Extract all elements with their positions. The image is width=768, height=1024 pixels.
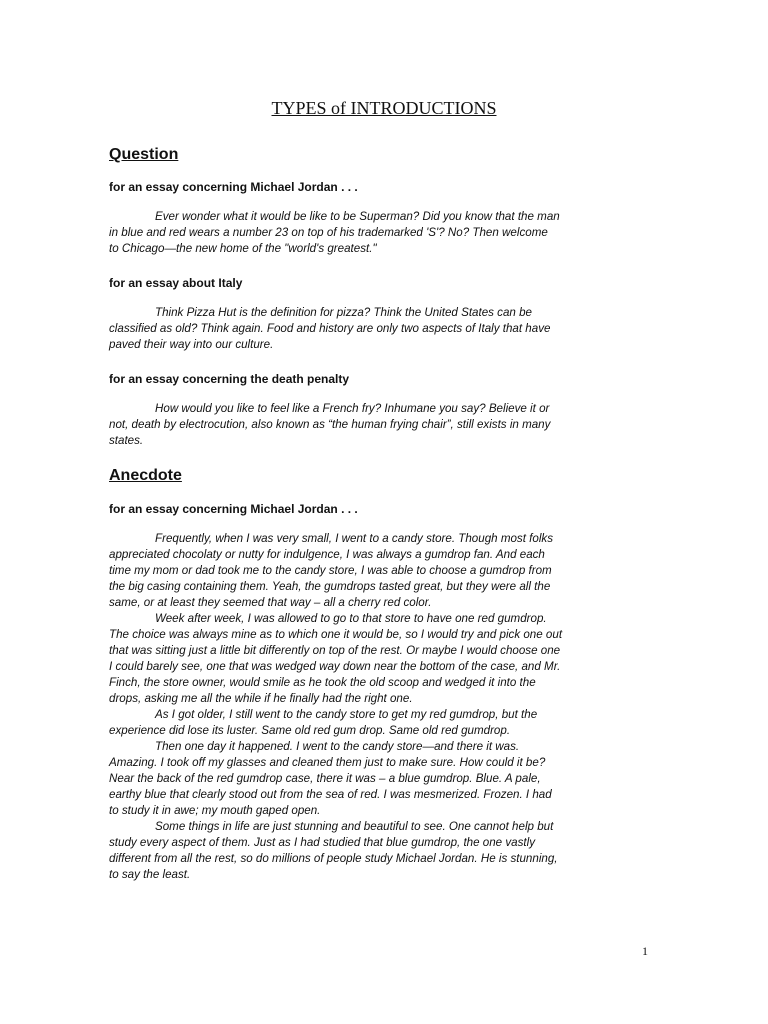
example-paragraph [109,305,649,353]
text-line: Near the back of the red gumdrop case, there it was – a blue gumdrop. Blue. A pale, [109,772,541,785]
text-line: Think Pizza Hut is the definition for pizza? Think the United States can be [155,306,532,319]
text-line: classified as old? Think again. Food and history are only two aspects of Italy that have [109,322,551,335]
text-line: states. [109,434,144,447]
text-line: to say the least. [109,868,191,881]
example-heading: for an essay concerning the death penalty [109,372,350,386]
text-line: Then one day it happened. I went to the candy store—and there it was. [155,740,520,753]
text-line: Finch, the store owner, would smile as he took the old scoop and wedged it into the [109,676,536,689]
page-title: TYPES of INTRODUCTIONS [271,98,497,118]
text-line: the big casing containing them. Yeah, the gumdrops tasted great, but they were all the [109,580,551,593]
text-line: Frequently, when I was very small, I went to a candy store. Though most folks [155,532,554,545]
text-line: Amazing. I took off my glasses and cleaned them just to make sure. How could it be? [109,756,546,769]
example-heading: for an essay concerning Michael Jordan . . . [109,502,358,516]
text-line: Ever wonder what it would be like to be Superman? Did you know that the man [155,210,560,223]
text-line: As I got older, I still went to the candy store to get my red gumdrop, but the [155,708,538,721]
section-heading-question: Question [109,146,179,163]
section-heading-anecdote: Anecdote [109,467,182,484]
example-heading: for an essay concerning Michael Jordan . . . [109,180,358,194]
text-line: different from all the rest, so do millions of people study Michael Jordan. He is stunning, [109,852,558,865]
text-line: in blue and red wears a number 23 on top of his trademarked 'S'? No? Then welcome [109,226,548,239]
text-line: drops, asking me all the while if he finally had the right one. [109,692,413,705]
text-line: Week after week, I was allowed to go to that store to have one red gumdrop. [155,612,547,625]
example-heading: for an essay about Italy [109,276,243,290]
text-line: experience did lose its luster. Same old red gum drop. Same old red gumdrop. [109,724,511,737]
example-paragraph [109,531,649,883]
page-number: 1 [642,944,648,958]
text-line: that was sitting just a little bit differently on top of the rest. Or maybe I would choose one [109,644,561,657]
text-line: How would you like to feel like a French fry? Inhumane you say? Believe it or [155,402,550,415]
text-line: The choice was always mine as to which one it would be, so I would try and pick one out [109,628,563,641]
example-paragraph [109,209,649,257]
text-line: to study it in awe; my mouth gaped open. [109,804,321,817]
text-line: study every aspect of them. Just as I had studied that blue gumdrop, the one vastly [109,836,535,849]
text-line: not, death by electrocution, also known as “the human frying chair”, still exists in many [109,418,551,431]
text-line: earthy blue that clearly stood out from the sea of red. I was mesmerized. Frozen. I had [109,788,552,801]
text-line: to Chicago—the new home of the "world's greatest." [109,242,377,255]
text-line: I could barely see, one that was wedged way down near the bottom of the case, and Mr. [109,660,561,673]
text-line: Some things in life are just stunning and beautiful to see. One cannot help but [155,820,554,833]
example-paragraph [109,401,649,449]
text-line: paved their way into our culture. [109,338,274,351]
text-line: time my mom or dad took me to the candy store, I was able to choose a gumdrop from [109,564,552,577]
text-line: same, or at least they seemed that way – all a cherry red color. [109,596,432,609]
text-line: appreciated chocolaty or nutty for indulgence, I was always a gumdrop fan. And each [109,548,545,561]
